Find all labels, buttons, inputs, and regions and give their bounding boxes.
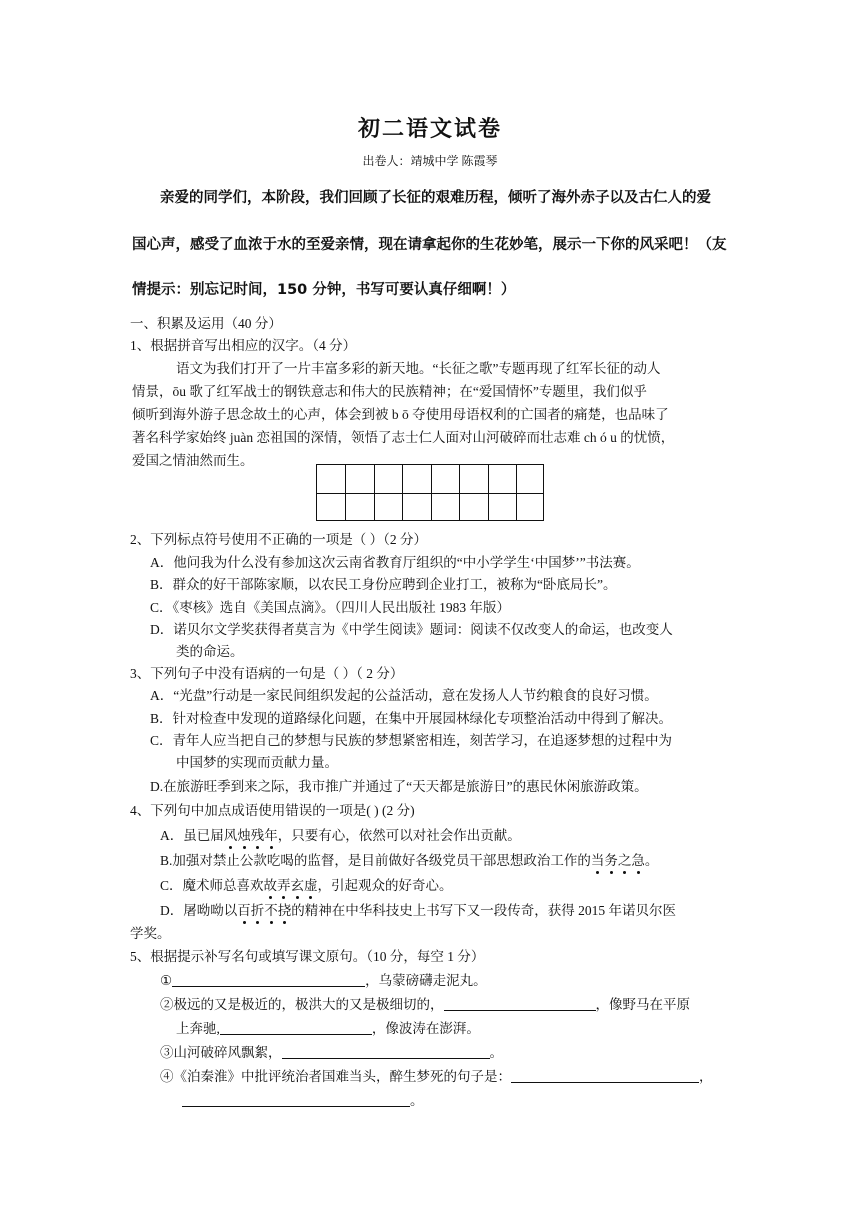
q5-item-2-cont: [176, 1017, 480, 1037]
q2-option-b: B．群众的好干部陈家顺，以农民工身份应聘到企业打工，被称为“卧底局长”。: [150, 577, 617, 592]
option-suffix: 。: [644, 853, 659, 868]
fill-blank[interactable]: [172, 972, 365, 987]
dotted-char: 百: [237, 899, 251, 919]
q5-item-4: [160, 1065, 713, 1085]
item-text: 。: [410, 1093, 424, 1108]
dotted-char: 故: [264, 874, 278, 894]
item-text: 上奔驰,: [176, 1021, 220, 1036]
item-text: ②极远的又是极近的，极洪大的又是极细切的，: [160, 997, 444, 1012]
q4-option-d: [160, 899, 676, 919]
dotted-char: 年: [264, 824, 278, 844]
dotted-char: 折: [251, 899, 265, 919]
option-suffix: 的精神在中华科技史上书写下又一段传奇，获得 2015 年诺贝尔医: [291, 903, 676, 918]
item-marker: ①: [160, 973, 173, 988]
q3-stem: 3、下列句子中没有语病的一句是（ ）（ 2 分）: [130, 666, 404, 681]
q5-item-4-cont: [182, 1089, 424, 1109]
item-text: ③山河破碎风飘絮，: [160, 1045, 282, 1060]
q2-stem: 2、下列标点符号使用不正确的一项是（ ）（2 分）: [130, 532, 427, 547]
item-text: ，乌蒙磅礴走泥丸。: [365, 973, 487, 988]
intro-line-2: 国心声，感受了血浓于水的至爱亲情，现在请拿起你的生花妙笔，展示一下你的风采吧！（友: [132, 237, 727, 253]
q3-option-c-cont: 中国梦的实现而贡献力量。: [176, 755, 338, 770]
item-text: ④《泊秦淮》中批评统治者国难当头，醉生梦死的句子是：: [160, 1069, 511, 1084]
q5-stem: 5、根据提示补写名句或填写课文原句。（10 分，每空 1 分）: [130, 949, 485, 964]
q1-passage-line: 情景，ōu 歌了红军战士的钢铁意志和伟大的民族精神；在“爱国情怀”专题里，我们似乎: [132, 384, 647, 399]
q2-option-d: D．诺贝尔文学奖获得者莫言为《中学生阅读》题词：阅读不仅改变人的命运，也改变人: [150, 622, 673, 637]
item-text: ，像野马在平原: [595, 997, 690, 1012]
q5-item-1: [160, 969, 487, 989]
dotted-char: 烛: [237, 824, 251, 844]
fill-blank[interactable]: [220, 1020, 372, 1035]
intro-line-1: 亲爱的同学们，本阶段，我们回顾了长征的艰难历程，倾听了海外赤子以及古仁人的爱: [160, 190, 711, 206]
dotted-char: 务: [604, 849, 618, 869]
q4-option-b: [160, 849, 658, 869]
dotted-char: 虚: [304, 874, 318, 894]
dotted-char: 当: [591, 849, 605, 869]
q4-option-a: [160, 824, 521, 844]
q3-option-a: A．“光盘”行动是一家民间组织发起的公益活动，意在发扬人人节约粮食的良好习惯。: [150, 688, 658, 703]
dotted-char: 之: [618, 849, 632, 869]
q5-item-3: [160, 1041, 503, 1061]
item-text: 。: [489, 1045, 503, 1060]
q4-option-d-cont: 学奖。: [130, 926, 171, 941]
item-text: ，: [699, 1069, 713, 1084]
q2-option-a: A．他问我为什么没有参加这次云南省教育厅组织的“中小学学生‘中国梦’”书法赛。: [150, 555, 640, 570]
q1-passage-line: 著名科学家始终 juàn 恋祖国的深情，领悟了志士仁人面对山河破碎而壮志难 ch ó u 的忧愤，: [132, 430, 675, 445]
dotted-char: 风: [224, 824, 238, 844]
dotted-char: 挠: [278, 899, 292, 919]
fill-blank[interactable]: [511, 1068, 699, 1083]
q1-passage-line: 倾听到海外游子思念故土的心声，体会到被 b ō 夺使用母语权利的亡国者的痛楚，也品味了: [132, 407, 669, 422]
q2-option-d-cont: 类的命运。: [176, 644, 244, 659]
option-prefix: B.加强对禁止公款吃喝的监督，是目前做好各级党员干部思想政治工作的: [160, 853, 591, 868]
fill-blank[interactable]: [444, 996, 596, 1011]
q3-option-b: B．针对检查中发现的道路绿化问题，在集中开展园林绿化专项整治活动中得到了解决。: [150, 711, 673, 726]
option-suffix: ，引起观众的好奇心。: [317, 878, 453, 893]
q1-passage-line: 爱国之情油然而生。: [132, 453, 254, 468]
answer-grid[interactable]: [316, 464, 544, 521]
option-suffix: ，只要有心，依然可以对社会作出贡献。: [277, 828, 521, 843]
q5-item-2: [160, 993, 690, 1013]
q1-passage-line: 语文为我们打开了一片丰富多彩的新天地。“长征之歌”专题再现了红军长征的动人: [176, 361, 661, 376]
fill-blank[interactable]: [282, 1044, 490, 1059]
section-heading: 一、积累及运用（40 分）: [130, 316, 282, 331]
dotted-char: 不: [264, 899, 278, 919]
option-prefix: C．魔术师总喜欢: [160, 878, 264, 893]
q4-option-c: [160, 874, 453, 894]
dotted-char: 残: [251, 824, 265, 844]
q2-option-c: C．《枣核》选自《美国点滴》。（四川人民出版社 1983 年版）: [150, 600, 511, 615]
q1-stem: 1、根据拼音写出相应的汉字。（4 分）: [130, 338, 357, 353]
intro-line-3: 情提示：别忘记时间，150 分钟，书写可要认真仔细啊！）: [132, 282, 516, 298]
q3-option-d: D.在旅游旺季到来之际，我市推广并通过了“天天都是旅游日”的惠民休闲旅游政策。: [150, 779, 648, 794]
page-title: 初二语文试卷: [357, 117, 502, 142]
author-line: 出卷人：靖城中学 陈霞琴: [362, 154, 498, 168]
dotted-char: 玄: [291, 874, 305, 894]
q3-option-c: C．青年人应当把自己的梦想与民族的梦想紧密相连，刻苦学习，在追逐梦想的过程中为: [150, 733, 673, 748]
option-prefix: A．虽已届: [160, 828, 224, 843]
fill-blank[interactable]: [182, 1092, 410, 1107]
dotted-char: 急: [631, 849, 645, 869]
item-text: ，像波涛在澎湃。: [371, 1021, 480, 1036]
dotted-char: 弄: [277, 874, 291, 894]
q4-stem: 4、下列句中加点成语使用错误的一项是( ) (2 分): [130, 803, 415, 818]
option-prefix: D．屠呦呦以: [160, 903, 238, 918]
